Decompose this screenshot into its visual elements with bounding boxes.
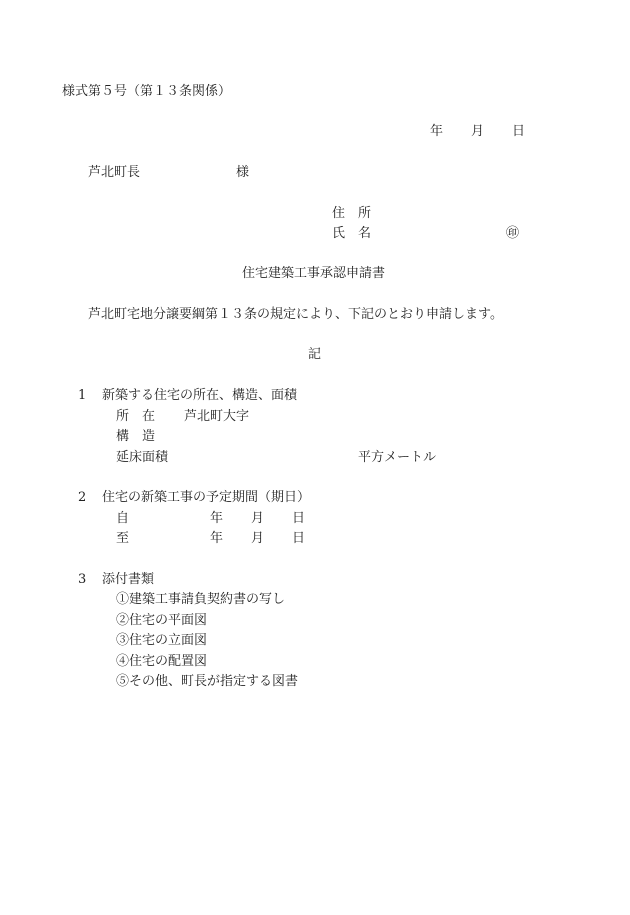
from-year-label: 年 (210, 511, 224, 526)
document-title: 住宅建築工事承認申請書 (242, 266, 386, 281)
form-number: 様式第５号（第１３条関係） (62, 84, 232, 99)
attachment-item: ④住宅の配置図 (116, 654, 208, 669)
to-month-label: 月 (251, 531, 265, 546)
location-value: 芦北町大字 (184, 409, 250, 424)
section2-number: 2 (78, 490, 87, 505)
from-month-label: 月 (251, 511, 265, 526)
attachment-item: ①建築工事請負契約書の写し (116, 592, 286, 607)
attachment-item: ③住宅の立面図 (116, 633, 208, 648)
date-month-label: 月 (471, 124, 485, 139)
section3-number: 3 (78, 572, 87, 587)
applicant-address-label: 住 所 (332, 206, 372, 221)
date-year-label: 年 (430, 124, 444, 139)
ki-label: 記 (308, 347, 322, 362)
section3-heading: 添付書類 (102, 572, 155, 587)
from-label: 自 (116, 511, 130, 526)
section1-number: 1 (78, 388, 87, 403)
attachment-item: ②住宅の平面図 (116, 613, 208, 628)
addressee-honorific: 様 (236, 165, 250, 180)
seal-mark: ㊞ (506, 226, 520, 241)
to-label: 至 (116, 531, 130, 546)
structure-label: 構 造 (116, 429, 156, 444)
to-year-label: 年 (210, 531, 224, 546)
attachment-item: ⑤その他、町長が指定する図書 (116, 674, 299, 689)
location-label: 所 在 (116, 409, 156, 424)
section1-heading: 新築する住宅の所在、構造、面積 (102, 388, 298, 403)
section2-heading: 住宅の新築工事の予定期間（期日） (102, 490, 311, 505)
to-day-label: 日 (292, 531, 306, 546)
applicant-name-label: 氏 名 (332, 226, 372, 241)
addressee-name: 芦北町長 (88, 165, 141, 180)
date-day-label: 日 (512, 124, 526, 139)
from-day-label: 日 (292, 511, 306, 526)
floor-area-label: 延床面積 (116, 450, 169, 465)
floor-area-unit: 平方メートル (358, 450, 437, 465)
body-text: 芦北町宅地分譲要綱第１３条の規定により、下記のとおり申請します。 (88, 307, 503, 322)
